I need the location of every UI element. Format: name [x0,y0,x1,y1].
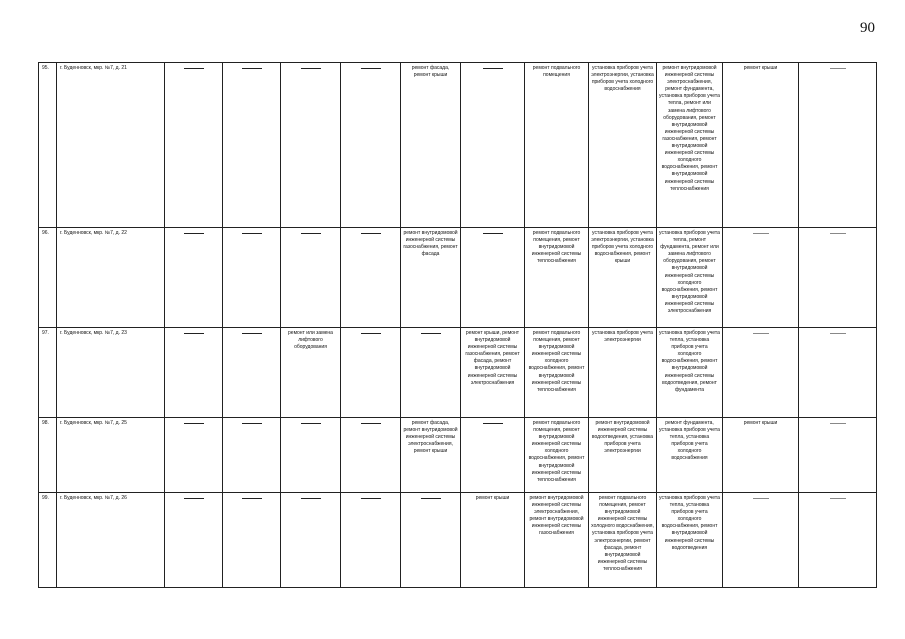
empty-dash-cell [799,418,877,493]
work-cell: ремонт или замена лифтового оборудования [281,328,341,418]
empty-dash-cell [281,418,341,493]
dash-mark [184,68,204,69]
empty-dash-cell [461,228,525,328]
work-cell: установка приборов учета электроэнергии, установка приборов учета холодного водоснабжения [589,63,657,228]
work-cell: ремонт внутридомовой инженерной системы электроснабжения, ремонт фундамента, установка приборов учета тепла, ремонт или замена лифтового оборудования, ремонт внутридомовой инженерной системы газоснабжения, ремонт внутридомовой инженерной системы холодного водоснабжения, ремонт внутридомовой инженерной системы теплоснабжения [657,63,723,228]
empty-dash-cell [165,328,223,418]
empty-dash-cell [223,328,281,418]
dash-mark [361,498,381,499]
dash-mark [421,333,441,334]
dash-mark [753,233,769,234]
dash-mark [301,68,321,69]
row-address: г. Буденновск, мкр. №7, д. 25 [57,418,165,493]
empty-dash-cell [401,493,461,588]
dash-mark [242,333,262,334]
dash-mark [421,498,441,499]
dash-mark [830,423,846,424]
work-cell: ремонт подвального помещения, ремонт внутридомовой инженерной системы холодного водоснабжения, установка приборов учета электроэнергии, ремонт фасада, ремонт внутридомовой инженерной системы теплоснабжения [589,493,657,588]
row-address: г. Буденновск, мкр. №7, д. 26 [57,493,165,588]
dash-mark [361,423,381,424]
dash-mark [301,498,321,499]
empty-dash-cell [799,328,877,418]
work-cell: ремонт подвального помещения, ремонт внутридомовой инженерной системы теплоснабжения [525,228,589,328]
work-cell: ремонт крыши, ремонт внутридомовой инженерной системы газоснабжения, ремонт фасада, ремонт внутридомовой инженерной системы электроснабжения [461,328,525,418]
empty-dash-cell [223,63,281,228]
row-number: 99. [39,493,57,588]
empty-dash-cell [723,228,799,328]
work-cell: ремонт крыши [723,63,799,228]
empty-dash-cell [799,63,877,228]
work-cell: установка приборов учета электроэнергии, установка приборов учета холодного водоснабжения, ремонт крыши [589,228,657,328]
dash-mark [830,498,846,499]
empty-dash-cell [341,228,401,328]
empty-dash-cell [341,418,401,493]
empty-dash-cell [165,63,223,228]
empty-dash-cell [723,493,799,588]
work-cell: ремонт подвального помещения [525,63,589,228]
work-cell: ремонт внутридомовой инженерной системы газоснабжения, ремонт фасада [401,228,461,328]
dash-mark [184,498,204,499]
work-cell: ремонт внутридомовой инженерной системы электроснабжения, ремонт внутридомовой инженерной системы газоснабжения [525,493,589,588]
empty-dash-cell [165,418,223,493]
empty-dash-cell [799,228,877,328]
dash-mark [184,233,204,234]
table-row [39,328,877,418]
dash-mark [301,233,321,234]
empty-dash-cell [341,63,401,228]
empty-dash-cell [165,228,223,328]
row-address: г. Буденновск, мкр. №7, д. 23 [57,328,165,418]
table-row [39,418,877,493]
row-number: 95. [39,63,57,228]
dash-mark [753,498,769,499]
empty-dash-cell [723,328,799,418]
dash-mark [830,333,846,334]
dash-mark [483,233,503,234]
row-address: г. Буденновск, мкр. №7, д. 22 [57,228,165,328]
empty-dash-cell [223,493,281,588]
dash-mark [242,68,262,69]
dash-mark [242,423,262,424]
dash-mark [242,233,262,234]
dash-mark [361,68,381,69]
repair-schedule-table [38,62,877,588]
dash-mark [242,498,262,499]
dash-mark [361,233,381,234]
empty-dash-cell [281,228,341,328]
dash-mark [830,68,846,69]
work-cell: ремонт фундамента, установка приборов учета тепла, установка приборов учета холодного водоснабжения [657,418,723,493]
empty-dash-cell [401,328,461,418]
empty-dash-cell [281,493,341,588]
dash-mark [184,333,204,334]
work-cell: ремонт подвального помещения, ремонт внутридомовой инженерной системы холодного водоснабжения, ремонт внутридомовой инженерной системы теплоснабжения [525,418,589,493]
work-cell: установка приборов учета электроэнергии [589,328,657,418]
dash-mark [483,68,503,69]
empty-dash-cell [281,63,341,228]
table-row [39,493,877,588]
empty-dash-cell [799,493,877,588]
work-cell: установка приборов учета тепла, установка приборов учета холодного водоснабжения, ремонт внутридомовой инженерной системы водоотведения [657,493,723,588]
dash-mark [361,333,381,334]
table-row [39,228,877,328]
empty-dash-cell [341,328,401,418]
table-row [39,63,877,228]
dash-mark [483,423,503,424]
work-cell: ремонт подвального помещения, ремонт внутридомовой инженерной системы холодного водоснабжения, ремонт внутридомовой инженерной системы теплоснабжения [525,328,589,418]
work-cell: установка приборов учета тепла, ремонт фундамента, ремонт или замена лифтового оборудования, ремонт внутридомовой инженерной системы холодного водоснабжения, ремонт внутридомовой инженерной системы электроснабжения [657,228,723,328]
work-cell: ремонт крыши [461,493,525,588]
work-cell: ремонт внутридомовой инженерной системы водоотведения, установка приборов учета электроэнергии [589,418,657,493]
page-number: 90 [860,20,875,36]
empty-dash-cell [461,418,525,493]
work-cell: ремонт фасада, ремонт крыши [401,63,461,228]
work-cell: ремонт фасада, ремонт внутридомовой инженерной системы электроснабжения, ремонт крыши [401,418,461,493]
empty-dash-cell [341,493,401,588]
work-cell: установка приборов учета тепла, установка приборов учета холодного водоснабжения, ремонт внутридомовой инженерной системы водоотведения, ремонт фундамента [657,328,723,418]
empty-dash-cell [165,493,223,588]
dash-mark [830,233,846,234]
row-number: 96. [39,228,57,328]
empty-dash-cell [223,228,281,328]
dash-mark [184,423,204,424]
dash-mark [753,333,769,334]
work-cell: ремонт крыши [723,418,799,493]
empty-dash-cell [461,63,525,228]
empty-dash-cell [223,418,281,493]
dash-mark [301,423,321,424]
row-address: г. Буденновск, мкр. №7, д. 21 [57,63,165,228]
row-number: 98. [39,418,57,493]
row-number: 97. [39,328,57,418]
